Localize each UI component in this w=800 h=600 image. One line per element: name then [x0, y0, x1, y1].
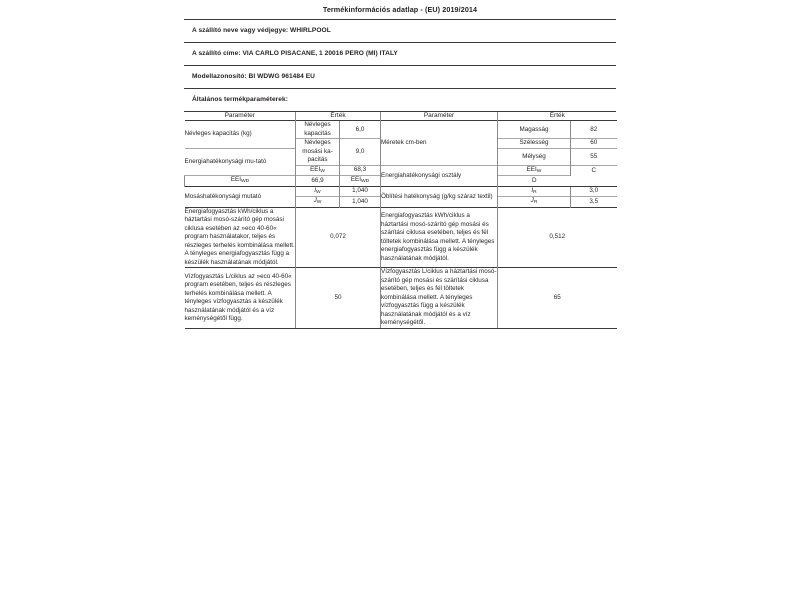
- cell-eei-w-value: 68,3: [340, 165, 381, 175]
- wash-jw-base: J: [313, 197, 317, 205]
- col-header-value-right: Érték: [498, 112, 617, 121]
- cell-wash-iw-label: [296, 186, 340, 196]
- wash-jw-subscript: W: [316, 200, 322, 206]
- cell-dimension-height-label: Magasság: [498, 121, 571, 139]
- supplier-address-row: A szállító címe: VIA CARLO PISACANE, 1 20016 PERO (MI) ITALY: [184, 42, 616, 65]
- eei-w-base: EEI: [310, 165, 321, 173]
- cell-rinse-jr-label: [498, 197, 571, 207]
- cell-energy-wash-param: Energiafogyasztás kWh/ciklus a háztartási mosó-szárító gép mosási ciklusa esetében az »eco 40-60« program használatakor, teljes és részleges terhelés kombinálása mellett. A tényleges energiafogyasztás függ a készülék használatának módjától.: [184, 207, 295, 266]
- eei-wd-base: EEI: [230, 176, 241, 184]
- eei-wd-subscript: WD: [240, 179, 250, 185]
- rinse-ir-base: I: [531, 186, 534, 194]
- cell-eei-wd-value: 66,9: [296, 176, 340, 186]
- page-title: Termékinformációs adatlap - (EU) 2019/2014: [322, 5, 478, 14]
- cell-class-eei-wd-value: D: [498, 176, 571, 186]
- cell-wash-jw-value: 1,040: [340, 197, 381, 207]
- cell-water-wash-param: Vízfogyasztás L/ciklus az »eco 40-60« program esetében, teljes és részleges terhelés kombinálása mellett. A tényleges vízfogyasztás a készülék használatának módjától és a víz keménységétől függ.: [185, 268, 296, 329]
- table-row: [185, 268, 617, 329]
- cell-wash-efficiency-param: Mosáshatékonysági mutató: [185, 186, 296, 207]
- col-header-param-left: Paraméter: [224, 111, 255, 119]
- cell-rinse-ir-label: [498, 186, 571, 196]
- class-eei-w-base: EEI: [526, 165, 537, 173]
- cell-rinse-jr-value: 3,5: [571, 197, 617, 207]
- rinse-jr-base: J: [530, 197, 534, 205]
- cell-wash-iw-value: 1,040: [340, 186, 381, 196]
- cell-energy-wash-value: 0,072: [296, 207, 381, 268]
- cell-dimension-depth-value: 55: [571, 148, 617, 165]
- col-header-param-right: Paraméter: [381, 112, 498, 121]
- supplier-name-row: A szállító neve vagy védjegye: WHIRLPOOL: [184, 19, 616, 42]
- cell-capacity-sub2-value: 9,0: [340, 139, 381, 166]
- table-row: [185, 186, 617, 196]
- class-eei-w-subscript: W: [536, 168, 542, 174]
- cell-water-wash-dry-value: 65: [498, 268, 617, 329]
- eei-w-subscript: W: [320, 168, 325, 174]
- cell-efficiency-index-param: Energiahatékonysági mu-tató: [185, 148, 296, 175]
- class-eei-wd-base: EEI: [350, 176, 361, 184]
- cell-dimension-height-value: 82: [571, 121, 617, 139]
- general-parameters-row: Általános termékparaméterek:: [184, 88, 616, 112]
- cell-water-wash-value: 50: [296, 268, 381, 329]
- col-header-value-left: Érték: [296, 112, 381, 121]
- cell-capacity-sub1-value: 6,0: [340, 121, 381, 139]
- cell-efficiency-class-param: Energiahatékonysági osztály: [381, 165, 498, 186]
- cell-rinse-efficiency-param: Öblítési hatékonyság (g/kg száraz textil): [381, 186, 498, 207]
- wash-iw-base: I: [314, 186, 317, 194]
- cell-wash-jw-label: [296, 197, 340, 207]
- cell-class-eei-w-value: C: [571, 165, 617, 175]
- cell-dimension-width-label: Szélesség: [498, 139, 571, 149]
- table-header-row: [185, 112, 617, 121]
- cell-energy-wash-dry-param: Energiafogyasztás kWh/ciklus a háztartási mosó-szárító gép mosási és szárítási ciklusa esetében, teljes és fél töltetek kombinálása mellett. A tényleges energiafogyasztás függ a készülék használatának módjától.: [381, 207, 498, 268]
- cell-dimension-depth-label: Mélység: [498, 148, 571, 165]
- cell-dimensions-param: Méretek cm-ben: [381, 121, 498, 166]
- wash-iw-subscript: W: [316, 189, 321, 195]
- cell-eei-wd-label: [185, 176, 296, 186]
- cell-capacity-sub2-label: Névleges mosási ka-pacitás: [296, 139, 340, 166]
- class-eei-wd-subscript: WD: [360, 179, 370, 185]
- table-row: [185, 207, 617, 268]
- cell-water-wash-dry-param: Vízfogyasztás L/ciklus a háztartási mosó-szárító gép mosási és szárítási ciklusa esetében, teljes és fél töltetek kombinálása mellett. A tényleges vízfogyasztás függ a készülék használatának módjától és a víz keménységétől.: [381, 268, 497, 327]
- cell-capacity-sub1-label: Névleges kapacitás: [296, 121, 340, 139]
- cell-class-eei-w-label: [498, 165, 571, 175]
- cell-rinse-ir-value: 3,0: [571, 186, 617, 196]
- rinse-jr-subscript: R: [533, 200, 538, 206]
- rinse-ir-subscript: R: [533, 189, 537, 195]
- parameters-table: [184, 112, 617, 329]
- product-information-sheet: [184, 0, 616, 329]
- cell-dimension-width-value: 60: [571, 139, 617, 149]
- table-row: [185, 121, 617, 139]
- cell-capacity-param: Névleges kapacitás (kg): [185, 121, 296, 149]
- cell-eei-w-label: [296, 165, 340, 175]
- cell-class-eei-wd-label: [340, 176, 381, 186]
- model-identifier-row: Modellazonosító: BI WDWG 961484 EU: [184, 65, 616, 88]
- cell-energy-wash-dry-value: 0,512: [498, 207, 617, 268]
